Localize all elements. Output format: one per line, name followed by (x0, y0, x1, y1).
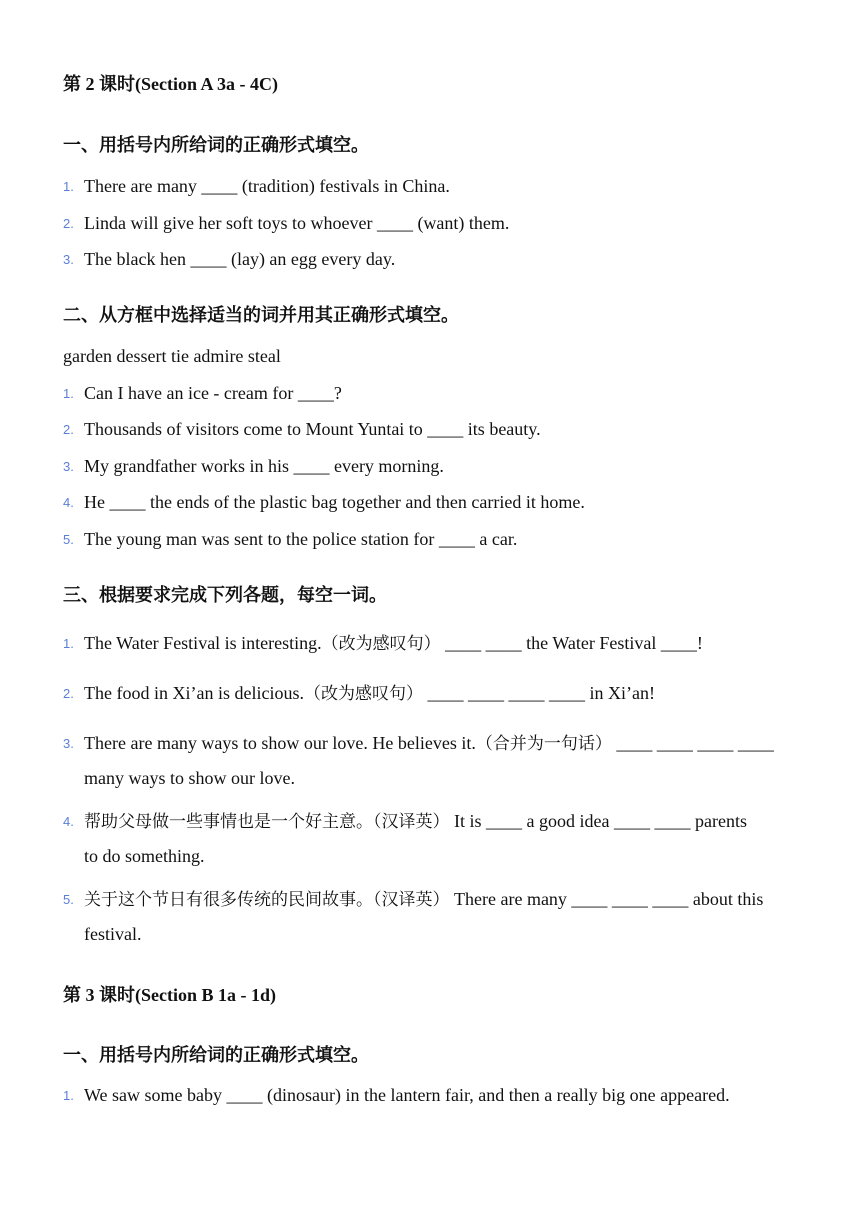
list-item (63, 804, 765, 873)
item-english-text: The Water Festival is interesting. (84, 633, 322, 653)
list-item (63, 522, 820, 556)
item-instruction: （合并为一句话） (475, 734, 612, 754)
list-item (63, 206, 820, 240)
list-item (63, 449, 820, 483)
list-item (63, 242, 820, 276)
item-number: 3. (63, 736, 74, 751)
item-number: 1. (63, 636, 74, 651)
item-number: 3. (63, 459, 74, 474)
item-instruction: （改为感叹句） (321, 634, 441, 654)
item-text: Linda will give her soft toys to whoever ____ (want) them. (84, 213, 510, 233)
item-number: 1. (63, 1088, 74, 1103)
item-blanks: ____ ____ ____ ____ in Xi’an! (422, 683, 655, 703)
item-number: 4. (63, 495, 74, 510)
list-item (63, 626, 820, 661)
item-blanks: ____ ____ the Water Festival ____! (440, 633, 703, 653)
list-item (63, 676, 820, 711)
item-number: 1. (63, 179, 74, 194)
item-text: The young man was sent to the police station for ____ a car. (84, 529, 518, 549)
item-blanks: ____ ____ ____ ____ many ways to show our love. (84, 733, 774, 788)
item-chinese-sentence: 关于这个节日有很多传统的民间故事。（汉译英） (84, 890, 450, 910)
item-number: 5. (63, 532, 74, 547)
word-box: garden dessert tie admire steal (63, 346, 281, 366)
item-text: My grandfather works in his ____ every morning. (84, 456, 444, 476)
list-item (63, 882, 765, 951)
item-number: 2. (63, 216, 74, 231)
lesson-2-part-1-heading: 一、用括号内所给词的正确形式填空。 (63, 135, 369, 156)
list-item (63, 1080, 740, 1110)
item-text: The black hen ____ (lay) an egg every day. (84, 249, 396, 269)
item-text: Can I have an ice - cream for ____? (84, 383, 342, 403)
item-instruction: （改为感叹句） (303, 684, 423, 704)
list-item (63, 726, 790, 795)
item-text: He ____ the ends of the plastic bag together and then carried it home. (84, 492, 585, 512)
item-english-text: There are many ways to show our love. He believes it. (84, 733, 476, 753)
lesson-3-part-1-heading: 一、用括号内所给词的正确形式填空。 (63, 1045, 369, 1066)
item-english-text: The food in Xi’an is delicious. (84, 683, 304, 703)
lesson-2-part-2-heading: 二、从方框中选择适当的词并用其正确形式填空。 (63, 305, 459, 326)
item-number: 3. (63, 252, 74, 267)
item-number: 2. (63, 686, 74, 701)
list-item (63, 376, 820, 410)
item-blanks: It is ____ a good idea ____ ____ parents to do something. (84, 811, 747, 866)
item-text: We saw some baby ____ (dinosaur) in the lantern fair, and then a really big one appeared. (84, 1085, 730, 1105)
item-number: 4. (63, 814, 74, 829)
item-text: There are many ____ (tradition) festivals in China. (84, 176, 450, 196)
item-number: 5. (63, 892, 74, 907)
list-item (63, 412, 820, 446)
lesson-2-part-3-heading: 三、根据要求完成下列各题，每空一词。 (63, 585, 387, 606)
item-number: 2. (63, 422, 74, 437)
item-text: Thousands of visitors come to Mount Yuntai to ____ its beauty. (84, 419, 541, 439)
lesson-2-title: 第 2 课时(Section A 3a - 4C) (63, 74, 278, 94)
lesson-3-title: 第 3 课时(Section B 1a - 1d) (63, 985, 276, 1005)
list-item (63, 169, 820, 203)
item-blanks: There are many ____ ____ ____ about this festival. (84, 889, 764, 944)
item-number: 1. (63, 386, 74, 401)
list-item (63, 485, 820, 519)
item-chinese-sentence: 帮助父母做一些事情也是一个好主意。（汉译英） (84, 812, 450, 832)
